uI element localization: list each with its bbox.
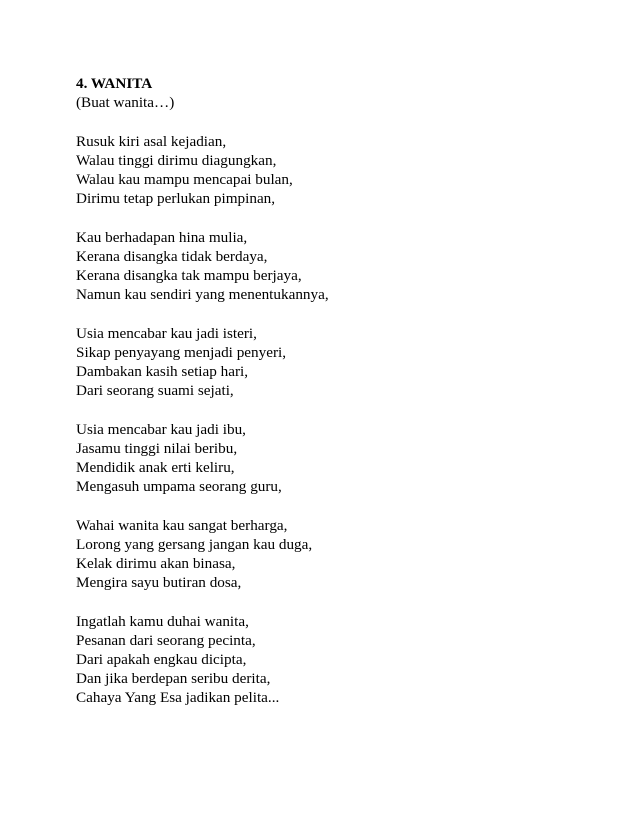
poem-line: Mendidik anak erti keliru, (76, 459, 235, 476)
poem-line: Dari seorang suami sejati, (76, 382, 234, 400)
stanza-3 (76, 324, 596, 401)
poem-subtitle: (Buat wanita…) (76, 94, 175, 112)
poem (76, 74, 596, 708)
poem-line: Jasamu tinggi nilai beribu, (76, 439, 238, 457)
poem-line: Dan jika berdepan seribu derita, (76, 670, 271, 688)
poem-title: 4. WANITA (76, 75, 153, 92)
stanza-5 (76, 516, 596, 593)
poem-line: Dirimu tetap perlukan pimpinan, (76, 190, 276, 208)
stanza-2 (76, 228, 596, 305)
poem-line: Wahai wanita kau sangat berharga, (76, 516, 288, 534)
poem-line: Usia mencabar kau jadi isteri, (76, 324, 257, 342)
poem-line: Pesanan dari seorang pecinta, (76, 631, 256, 649)
poem-line: Walau kau mampu mencapai bulan, (76, 171, 293, 188)
poem-line: Dambakan kasih setiap hari, (76, 363, 249, 380)
poem-line: Dari apakah engkau dicipta, (76, 651, 247, 668)
stanza-1 (76, 132, 596, 209)
poem-line: Ingatlah kamu duhai wanita, (76, 612, 249, 630)
poem-line: Mengira sayu butiran dosa, (76, 574, 242, 592)
poem-line: Namun kau sendiri yang menentukannya, (76, 286, 329, 304)
poem-line: Usia mencabar kau jadi ibu, (76, 420, 246, 438)
stanza-4 (76, 420, 596, 497)
poem-line: Rusuk kiri asal kejadian, (76, 132, 227, 150)
poem-line: Cahaya Yang Esa jadikan pelita... (76, 689, 280, 707)
poem-line: Kerana disangka tak mampu berjaya, (76, 267, 302, 284)
poem-line: Kelak dirimu akan binasa, (76, 555, 236, 572)
poem-line: Sikap penyayang menjadi penyeri, (76, 343, 287, 361)
poem-line: Kau berhadapan hina mulia, (76, 228, 248, 246)
stanza-6 (76, 612, 596, 708)
poem-line: Walau tinggi dirimu diagungkan, (76, 151, 277, 169)
poem-line: Kerana disangka tidak berdaya, (76, 247, 268, 265)
poem-line: Mengasuh umpama seorang guru, (76, 478, 282, 496)
poem-line: Lorong yang gersang jangan kau duga, (76, 535, 313, 553)
